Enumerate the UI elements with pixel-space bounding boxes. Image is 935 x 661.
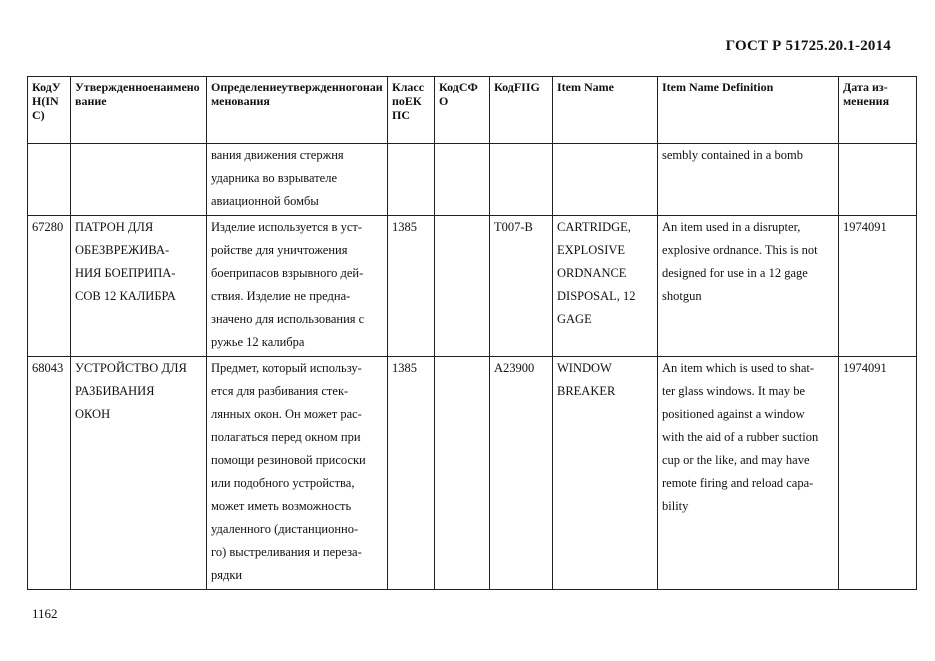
cell-text-line: GAGE: [557, 312, 592, 326]
cell-text-line: ОБЕЗВРЕЖИВА-: [75, 243, 170, 257]
cell-text-line: значено для использования с: [211, 312, 365, 326]
cell-text-line: T007-B: [494, 220, 533, 234]
col-code-inc-cell: [28, 357, 71, 590]
cell-text-line: боеприпасов взрывного дей-: [211, 266, 364, 280]
col-class-ekps-header: [388, 77, 435, 144]
header-text-line: Утвержденное: [75, 80, 154, 94]
header-text-line: наименования: [211, 80, 383, 108]
col-code-fiig-header: [490, 77, 553, 144]
cell-text-line: sembly contained in a bomb: [662, 148, 803, 162]
header-text-line: по: [392, 94, 405, 108]
cell-text-line: полагаться перед окном при: [211, 430, 361, 444]
table-body: [28, 144, 917, 590]
header-text-line: Код: [439, 80, 459, 94]
cell-text-line: 1974091: [843, 220, 887, 234]
catalog-table: [27, 76, 917, 590]
cell-text-line: авиационной бомбы: [211, 194, 319, 208]
header-text-line: Класс: [392, 80, 425, 94]
col-class-ekps-cell: [388, 216, 435, 357]
col-item-name-cell: [553, 144, 658, 216]
col-code-sfo-cell: [435, 357, 490, 590]
col-item-definition-cell: [658, 144, 839, 216]
cell-text-line: An item which is used to shat-: [662, 361, 815, 375]
header-text-line: ЕКП: [392, 94, 422, 122]
cell-text-line: Изделие используется в уст-: [211, 220, 362, 234]
col-definition-cell: [207, 216, 388, 357]
cell-text-line: 1385: [392, 361, 417, 375]
header-text-line: Item Name Definition: [662, 80, 774, 94]
cell-text-line: ружье 12 калибра: [211, 335, 305, 349]
header-text-line: наименование: [75, 80, 200, 108]
col-item-name-cell: [553, 216, 658, 357]
header-text-line: Дата из-: [843, 80, 888, 94]
cell-text-line: удаленного (дистанционно-: [211, 522, 359, 536]
cell-text-line: ter glass windows. It may be: [662, 384, 806, 398]
cell-text-line: 1974091: [843, 361, 887, 375]
page-number: 1162: [32, 606, 58, 621]
header-text-line: FIIG: [513, 80, 540, 94]
cell-text-line: НИЯ БОЕПРИПА-: [75, 266, 176, 280]
cell-text-line: Предмет, который использу-: [211, 361, 362, 375]
cell-text-line: РАЗБИВАНИЯ: [75, 384, 155, 398]
col-item-definition-cell: [658, 216, 839, 357]
cell-text-line: ройстве для уничтожения: [211, 243, 348, 257]
col-item-name-cell: [553, 357, 658, 590]
col-item-definition-cell: [658, 357, 839, 590]
col-code-sfo-cell: [435, 216, 490, 357]
cell-text-line: помощи резиновой присоски: [211, 453, 366, 467]
col-approved-name-header: [71, 77, 207, 144]
col-change-date-header: [839, 77, 917, 144]
table-header-row: [28, 77, 917, 144]
cell-text-line: cup or the like, and may have: [662, 453, 810, 467]
cell-text-line: или подобного устройства,: [211, 476, 355, 490]
cell-text-line: лянных окон. Он может рас-: [211, 407, 362, 421]
cell-text-line: ствия. Изделие не предна-: [211, 289, 351, 303]
cell-text-line: explosive ordnance. This is not: [662, 243, 818, 257]
cell-text-line: bility: [662, 499, 689, 513]
col-approved-name-cell: [71, 216, 207, 357]
cell-text-line: рядки: [211, 568, 243, 582]
cell-text-line: ется для разбивания стек-: [211, 384, 349, 398]
header-text-line: УН: [32, 80, 61, 108]
col-definition-cell: [207, 357, 388, 590]
table-row: [28, 357, 917, 590]
col-code-sfo-header: [435, 77, 490, 144]
header-text-line: С: [401, 108, 411, 122]
cell-text-line: BREAKER: [557, 384, 616, 398]
cell-text-line: 68043: [32, 361, 64, 375]
col-change-date-cell: [839, 144, 917, 216]
cell-text-line: вания движения стержня: [211, 148, 344, 162]
header-text-line: Item Name: [557, 80, 614, 94]
header-text-line: Код: [494, 80, 514, 94]
col-code-fiig-cell: [490, 357, 553, 590]
cell-text-line: WINDOW: [557, 361, 612, 375]
header-text-line: СФО: [439, 80, 478, 108]
cell-text-line: positioned against a window: [662, 407, 805, 421]
col-definition-header: [207, 77, 388, 144]
col-class-ekps-cell: [388, 357, 435, 590]
cell-text-line: го) выстреливания и переза-: [211, 545, 362, 559]
col-class-ekps-cell: [388, 144, 435, 216]
col-change-date-cell: [839, 216, 917, 357]
col-approved-name-cell: [71, 357, 207, 590]
col-definition-cell: [207, 144, 388, 216]
col-code-fiig-cell: [490, 144, 553, 216]
col-change-date-cell: [839, 357, 917, 590]
cell-text-line: ОКОН: [75, 407, 111, 421]
cell-text-line: shotgun: [662, 289, 702, 303]
cell-text-line: A23900: [494, 361, 535, 375]
header-text-line: Код: [32, 80, 52, 94]
col-code-fiig-cell: [490, 216, 553, 357]
cell-text-line: СОВ 12 КАЛИБРА: [75, 289, 176, 303]
cell-text-line: ударника во взрывателе: [211, 171, 337, 185]
cell-text-line: designed for use in a 12 gage: [662, 266, 808, 280]
document-title: ГОСТ Р 51725.20.1-2014: [725, 38, 891, 54]
cell-text-line: УСТРОЙСТВО ДЛЯ: [75, 361, 187, 375]
header-text-line: утвержденного: [281, 80, 363, 94]
cell-text-line: remote firing and reload capa-: [662, 476, 814, 490]
col-item-name-header: [553, 77, 658, 144]
cell-text-line: with the aid of a rubber suction: [662, 430, 819, 444]
cell-text-line: 1385: [392, 220, 417, 234]
table-row: [28, 144, 917, 216]
table-row: [28, 216, 917, 357]
col-code-inc-header: [28, 77, 71, 144]
header-text-line: (INC): [32, 94, 59, 122]
col-code-inc-cell: [28, 144, 71, 216]
cell-text-line: CARTRIDGE,: [557, 220, 631, 234]
col-item-definition-header: [658, 77, 839, 144]
header-text-line: менения: [843, 94, 890, 108]
cell-text-line: DISPOSAL, 12: [557, 289, 636, 303]
col-approved-name-cell: [71, 144, 207, 216]
cell-text-line: ORDNANCE: [557, 266, 627, 280]
col-code-inc-cell: [28, 216, 71, 357]
cell-text-line: An item used in a disrupter,: [662, 220, 801, 234]
cell-text-line: может иметь возможность: [211, 499, 352, 513]
col-code-sfo-cell: [435, 144, 490, 216]
cell-text-line: ПАТРОН ДЛЯ: [75, 220, 154, 234]
header-text-line: Определение: [211, 80, 282, 94]
cell-text-line: 67280: [32, 220, 64, 234]
cell-text-line: EXPLOSIVE: [557, 243, 626, 257]
